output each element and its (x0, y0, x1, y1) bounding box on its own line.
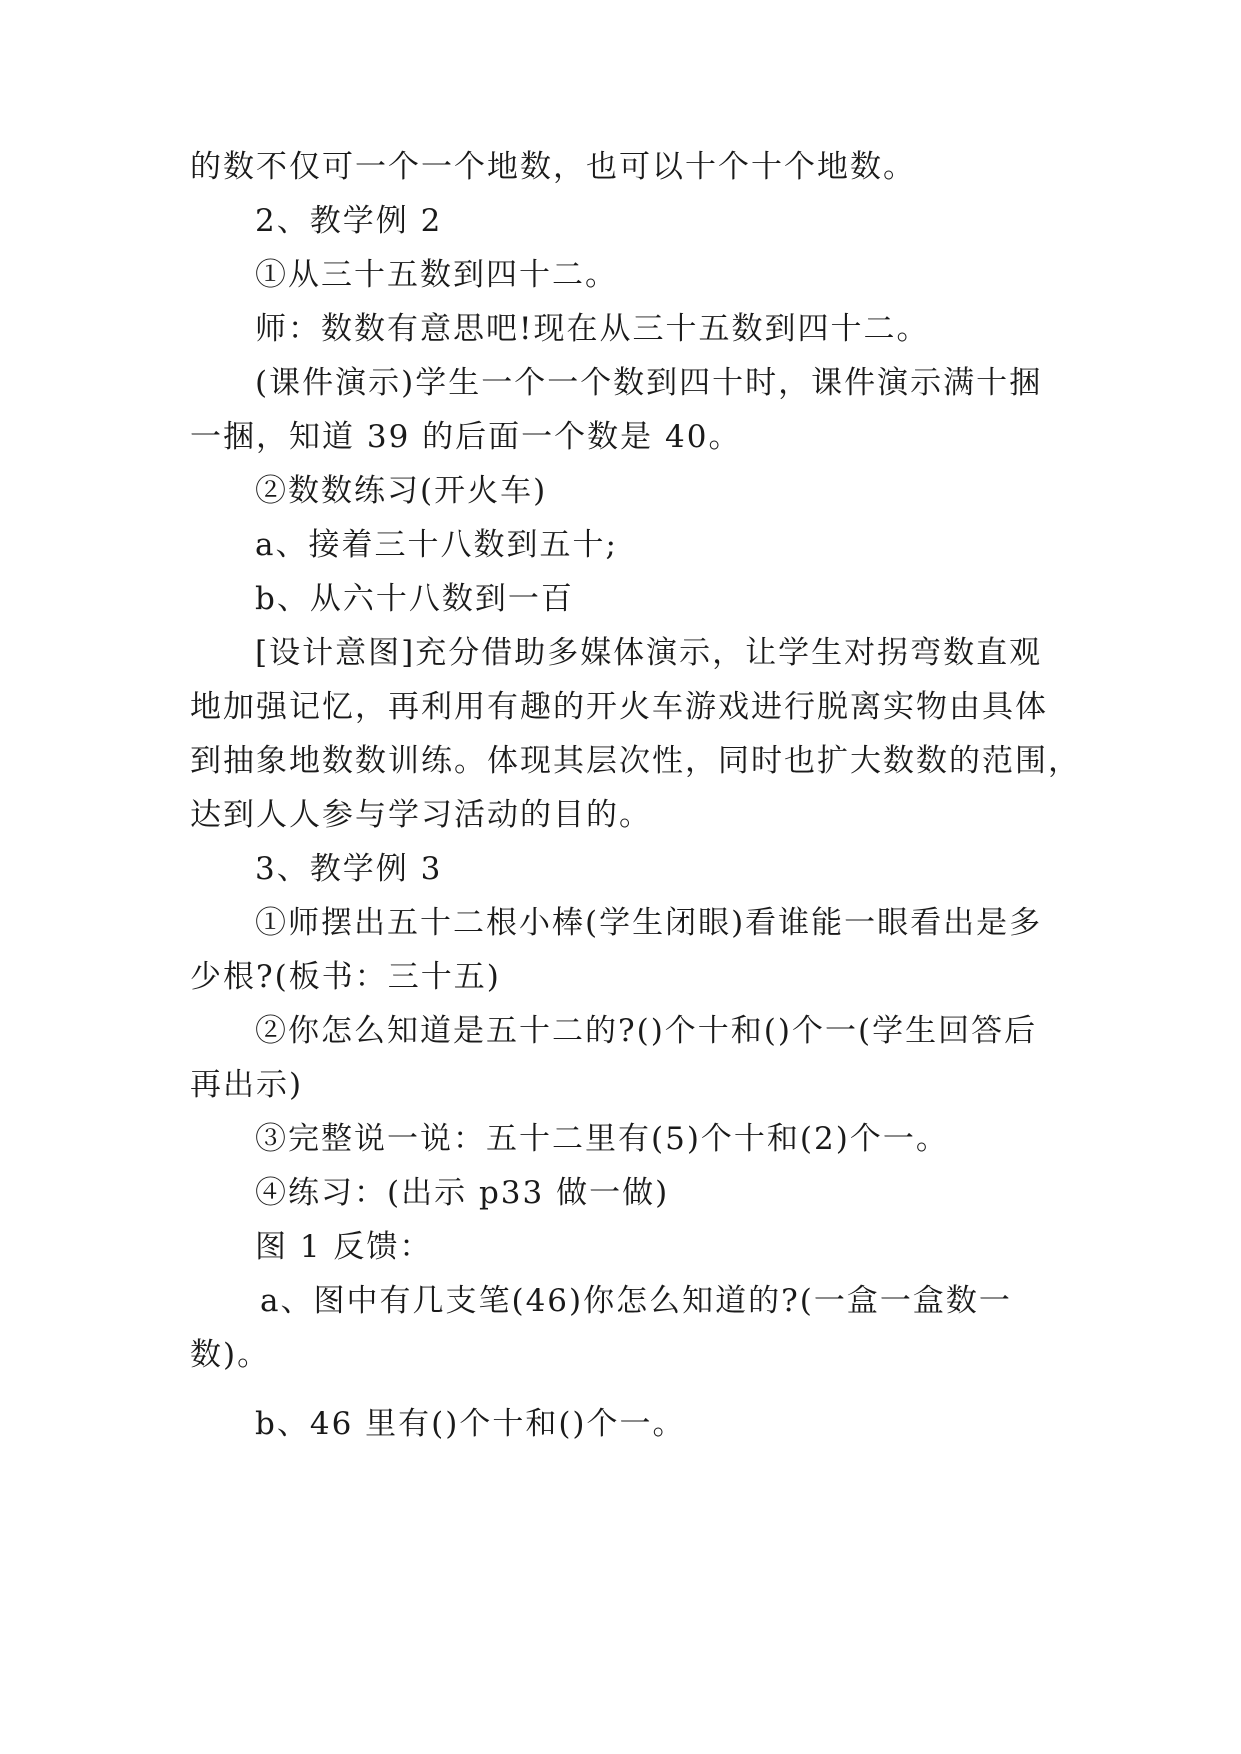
text-line: 到抽象地数数训练。体现其层次性，同时也扩大数数的范围， (190, 743, 1081, 779)
text-line: ③完整说一说：五十二里有(5)个十和(2)个一。 (255, 1121, 949, 1157)
text-line: 地加强记忆，再利用有趣的开火车游戏进行脱离实物由具体 (190, 689, 1048, 725)
text-line: 师：数数有意思吧!现在从三十五数到四十二。 (255, 311, 930, 347)
text-line: 3、教学例 3 (255, 851, 443, 887)
text-line: 少根?(板书：三十五) (190, 959, 501, 995)
text-line: ④练习：(出示 p33 做一做) (255, 1175, 670, 1211)
text-line: 达到人人参与学习活动的目的。 (190, 797, 652, 833)
text-line: (课件演示)学生一个一个数到四十时，课件演示满十捆 (255, 365, 1043, 401)
text-line: b、从六十八数到一百 (255, 581, 574, 617)
text-line: 再出示) (190, 1067, 304, 1103)
text-line: a、接着三十八数到五十; (255, 527, 618, 563)
text-line: ①从三十五数到四十二。 (255, 257, 618, 293)
text-line: 一捆，知道 39 的后面一个数是 40。 (190, 419, 742, 455)
text-line: b、46 里有()个十和()个一。 (255, 1406, 686, 1442)
text-line: 2、教学例 2 (255, 203, 443, 239)
text-line: ②你怎么知道是五十二的?()个十和()个一(学生回答后 (255, 1013, 1038, 1049)
text-line: ①师摆出五十二根小棒(学生闭眼)看谁能一眼看出是多 (255, 905, 1043, 941)
text-line: 的数不仅可一个一个地数，也可以十个十个地数。 (190, 149, 916, 185)
text-line: ②数数练习(开火车) (255, 473, 548, 509)
text-line: 图 1 反馈： (255, 1229, 433, 1265)
text-line: [设计意图]充分借助多媒体演示，让学生对拐弯数直观 (255, 635, 1043, 671)
text-line: a、图中有几支笔(46)你怎么知道的?(一盒一盒数一 (260, 1283, 1012, 1319)
text-line: 数)。 (190, 1337, 271, 1373)
